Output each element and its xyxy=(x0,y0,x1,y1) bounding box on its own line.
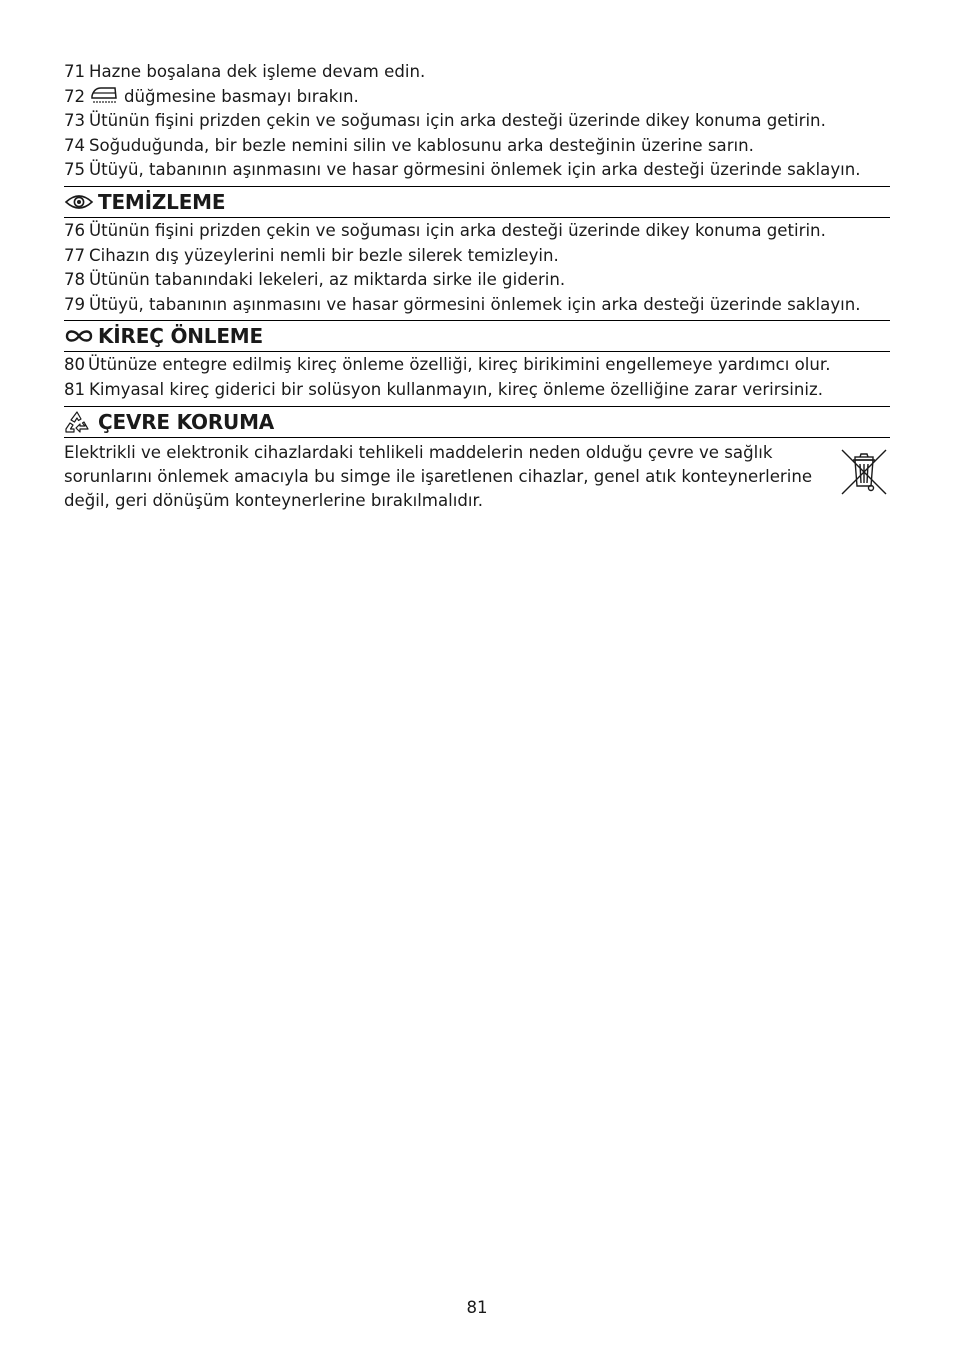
recycle-icon xyxy=(64,410,98,434)
step-75 xyxy=(64,158,890,183)
step-text: Ütüyü, tabanının aşınmasını ve hasar görmesini önlemek için arka desteği üzerinde saklayın. xyxy=(89,160,861,180)
section-header-anti-calc xyxy=(64,320,890,352)
step-text: Ütünün fişini prizden çekin ve soğuması için arka desteği üzerinde dikey konuma getirin. xyxy=(89,220,826,240)
page-number: 81 xyxy=(466,1298,488,1317)
step-80 xyxy=(64,353,890,378)
step-number: 74 xyxy=(64,135,86,155)
environment-text: Elektrikli ve elektronik cihazlardaki tehlikeli maddelerin neden olduğu çevre ve sağlık sorunlarını önlemek amacıyla bu simge ile işaretlenen cihazlar, genel atık konteynerlerine değil, geri dönüşüm konteynerlerine bırakılmalıdır. xyxy=(64,442,813,511)
environment-notice xyxy=(64,439,890,514)
step-number: 76 xyxy=(64,220,86,240)
infinity-icon xyxy=(64,324,98,348)
step-74 xyxy=(64,134,890,159)
step-number: 79 xyxy=(64,294,86,314)
step-text: Soğuduğunda, bir bezle nemini silin ve kablosunu arka desteğinin üzerine sarın. xyxy=(89,135,754,155)
step-76 xyxy=(64,219,890,244)
step-text: düğmesine basmayı bırakın. xyxy=(124,86,359,106)
step-number: 72 xyxy=(64,86,86,106)
step-text: Kimyasal kireç giderici bir solüsyon kullanmayın, kireç önleme özelliğine zarar verirsiniz. xyxy=(89,379,823,399)
step-78 xyxy=(64,268,890,293)
step-text: Ütünün fişini prizden çekin ve soğuması için arka desteği üzerinde dikey konuma getirin. xyxy=(89,111,826,131)
step-81 xyxy=(64,378,890,403)
section-title: ÇEVRE KORUMA xyxy=(98,409,275,434)
step-77 xyxy=(64,244,890,269)
crossed-bin-icon xyxy=(838,446,890,498)
iron-steam-icon xyxy=(89,85,119,105)
step-number: 75 xyxy=(64,160,86,180)
step-text: Ütünüze entegre edilmiş kireç önleme özelliği, kireç birikimini engellemeye yardımcı olur. xyxy=(88,355,831,375)
section-title: TEMİZLEME xyxy=(98,189,226,214)
step-number: 73 xyxy=(64,111,86,131)
document-page xyxy=(64,60,890,513)
step-number: 71 xyxy=(64,62,86,81)
step-79 xyxy=(64,293,890,318)
step-number: 81 xyxy=(64,379,86,399)
section-title: KİREÇ ÖNLEME xyxy=(98,324,263,349)
section-header-cleaning xyxy=(64,186,890,218)
step-number: 80 xyxy=(64,355,86,375)
eye-icon xyxy=(64,190,98,214)
step-72 xyxy=(64,85,890,110)
step-71 xyxy=(64,60,890,85)
step-text: Hazne boşalana dek işleme devam edin. xyxy=(89,62,426,81)
step-73 xyxy=(64,109,890,134)
section-header-environment xyxy=(64,406,890,438)
step-text: Cihazın dış yüzeylerini nemli bir bezle silerek temizleyin. xyxy=(89,245,559,265)
step-number: 77 xyxy=(64,245,86,265)
step-text: Ütüyü, tabanının aşınmasını ve hasar görmesini önlemek için arka desteği üzerinde saklayın. xyxy=(89,294,861,314)
step-text: Ütünün tabanındaki lekeleri, az miktarda sirke ile giderin. xyxy=(89,270,566,290)
step-number: 78 xyxy=(64,270,86,290)
